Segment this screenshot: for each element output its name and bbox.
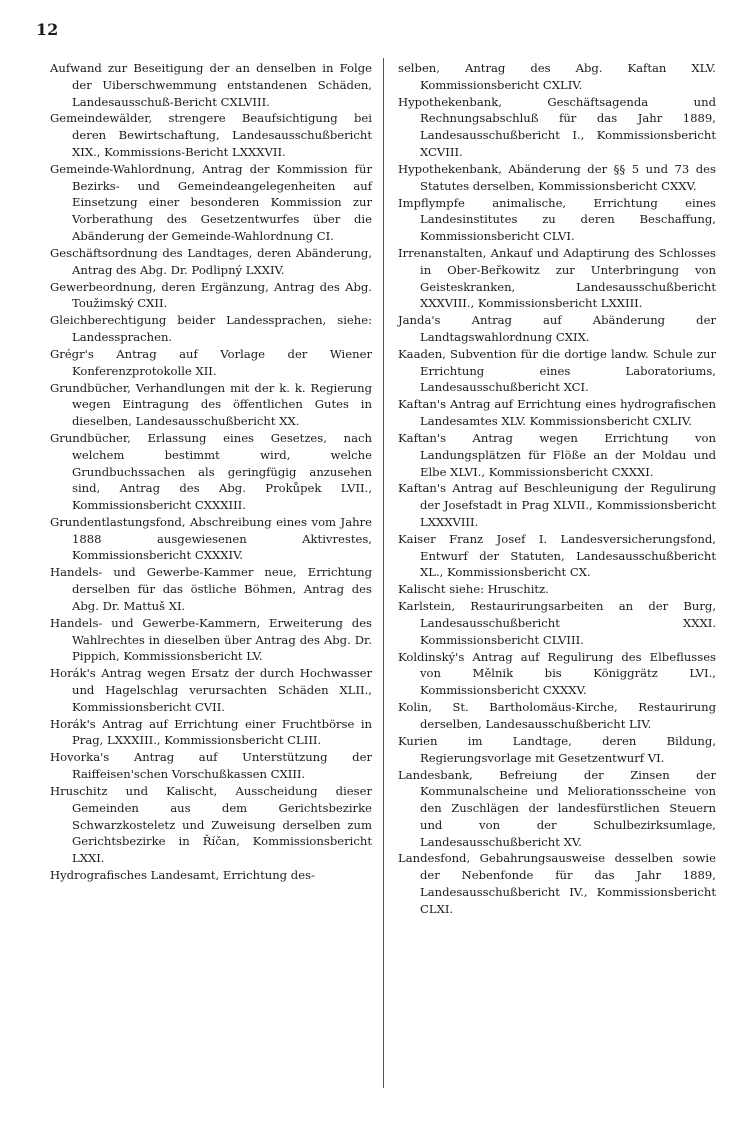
index-entry: Kalischt siehe: Hruschitz.: [398, 582, 549, 597]
index-entry: Kaaden, Subvention für die dortige landw. Schule zur Errichtung eines Laboratoriums, Landesausschußbericht XCI.: [398, 346, 716, 395]
index-entry: Landesbank, Befreiung der Zinsen der Kommunalscheine und Meliorationsscheine von den Zuschlägen der landesfürstlichen Steuern und von der Schulbezirksumlage, Landesausschußbericht XV.: [398, 767, 716, 849]
index-entry: Grundentlastungsfond, Abschreibung eines vom Jahre 1888 ausgewiesenen Aktivrestes, Kommissionsbericht CXXXIV.: [50, 514, 372, 563]
index-entry: Hovorka's Antrag auf Unterstützung der Raiffeisen'schen Vorschußkassen CXIII.: [50, 750, 372, 782]
index-entry: Grégr's Antrag auf Vorlage der Wiener Konferenzprotokolle XII.: [50, 346, 372, 378]
page-number: 12: [36, 20, 59, 39]
index-entry: Koldinský's Antrag auf Regulirung des Elbeflusses von Mělnik bis Königgrätz LVI., Kommissionsbericht CXXXV.: [398, 649, 716, 698]
index-entry: Kaftan's Antrag auf Beschleunigung der Regulirung der Josefstadt in Prag XLVII., Kommissionsbericht LXXXVIII.: [398, 481, 716, 529]
index-entry: Irrenanstalten, Ankauf und Adaptirung des Schlosses in Ober-Beřkowitz zur Unterbringung von Geisteskranken, Landesausschußbericht XXXVIII., Kommissionsbericht LXXIII.: [398, 246, 716, 311]
index-entry: Kaftan's Antrag wegen Errichtung von Landungsplätzen für Flöße an der Moldau und Elbe XLVI., Kommissionsbericht CXXXI.: [398, 431, 716, 479]
index-entry: Grundbücher, Erlassung eines Gesetzes, nach welchem bestimmt wird, welche Grundbuchssachen als geringfügig anzusehen sind, Antrag des Abg. Prokůpek LVII., Kommissionsbericht CXXXIII.: [50, 431, 372, 512]
index-entry: Handels- und Gewerbe-Kammer neue, Errichtung derselben für das östliche Böhmen, Antrag des Abg. Dr. Mattuš XI.: [50, 565, 372, 613]
index-entry: Horák's Antrag wegen Ersatz der durch Hochwasser und Hagelschlag verursachten Schäden XLII., Kommissionsbericht CVII.: [50, 666, 372, 714]
index-entry: Hruschitz und Kalischt, Ausscheidung dieser Gemeinden aus dem Gerichtsbezirke Schwarzkosteletz und Zuweisung derselben zum Gerichtsbezirke in Říčan, Kommissionsbericht LXXI.: [50, 784, 372, 866]
index-entry: Kurien im Landtage, deren Bildung, Regierungsvorlage mit Gesetzentwurf VI.: [398, 733, 716, 765]
index-entry: Kaiser Franz Josef I. Landesversicherungsfond, Entwurf der Statuten, Landesausschußbericht XL., Kommissionsbericht CX.: [398, 531, 716, 580]
index-entry: Hypothekenbank, Abänderung der §§ 5 und 73 des Statutes derselben, Kommissionsbericht CXXV.: [398, 161, 716, 193]
index-entry: Karlstein, Restaurirungsarbeiten an der Burg, Landesausschußbericht XXXI. Kommissionsbericht CLVIII.: [398, 599, 716, 647]
index-entry: Gleichberechtigung beider Landessprachen, siehe: Landessprachen.: [50, 313, 372, 344]
index-entry: Kaftan's Antrag auf Errichtung eines hydrografischen Landesamtes XLV. Kommissionsbericht CXLIV.: [398, 397, 716, 429]
index-entry: Handels- und Gewerbe-Kammern, Erweiterung des Wahlrechtes in dieselben über Antrag des Abg. Dr. Pippich, Kommissionsbericht LV.: [50, 615, 372, 664]
index-entry: Impflympfe animalische, Errichtung eines Landesinstitutes zu deren Beschaffung, Kommissionsbericht CLVI.: [398, 195, 716, 244]
index-entry: Landesfond, Gebahrungsausweise desselben sowie der Nebenfonde für das Jahr 1889, Landesausschußbericht IV., Kommissionsbericht CLXI.: [398, 851, 716, 916]
index-entry: Geschäftsordnung des Landtages, deren Abänderung, Antrag des Abg. Dr. Podlipný LXXIV.: [50, 245, 372, 277]
index-entry: Janda's Antrag auf Abänderung der Landtagswahlordnung CXIX.: [398, 313, 716, 344]
index-entry: Gewerbeordnung, deren Ergänzung, Antrag des Abg. Toužimský CXII.: [50, 279, 372, 311]
column-divider: [383, 58, 384, 1088]
index-entry: Gemeindewälder, strengere Beaufsichtigung bei deren Bewirtschaftung, Landesausschußbericht XIX., Kommissions-Bericht LXXXVII.: [50, 111, 372, 159]
index-entry: Gemeinde-Wahlordnung, Antrag der Kommission für Bezirks- und Gemeindeangelegenheiten auf Einsetzung einer besonderen Kommission zur Vorberathung des Gesetzentwurfes über die Abänderung der Gemeinde-Wahlordnung CI.: [50, 161, 372, 243]
index-entry: Hydrografisches Landesamt, Errichtung des-: [50, 868, 315, 882]
index-entry: Grundbücher, Verhandlungen mit der k. k. Regierung wegen Eintragung des öffentlichen Gutes in dieselben, Landesausschußbericht XX.: [50, 380, 372, 429]
index-entry: Aufwand zur Beseitigung der an denselben in Folge der Uiberschwemmung entstandenen Schäden, Landesausschuß-Bericht CXLVIII.: [50, 61, 372, 109]
index-column-right: [398, 60, 716, 918]
index-entry: Hypothekenbank, Geschäftsagenda und Rechnungsabschluß für das Jahr 1889, Landesausschußbericht I., Kommissionsbericht XCVIII.: [398, 94, 716, 159]
index-entry: Horák's Antrag auf Errichtung einer Fruchtbörse in Prag, LXXXIII., Kommissionsbericht CLIII.: [50, 716, 372, 748]
index-entry: Kolin, St. Bartholomäus-Kirche, Restaurirung derselben, Landesausschußbericht LIV.: [398, 700, 716, 731]
index-entry: selben, Antrag des Abg. Kaftan XLV. Kommissionsbericht CXLIV.: [398, 61, 716, 92]
index-column-left: [50, 60, 372, 884]
